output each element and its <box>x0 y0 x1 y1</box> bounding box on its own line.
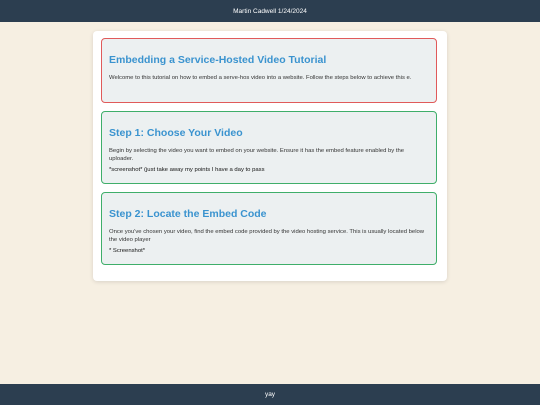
step1-screenshot-note: *screenshot* (just take away my points I have a day to pass <box>109 167 265 173</box>
top-header <box>0 0 540 22</box>
step1-title: Step 1: Choose Your Video <box>109 127 243 139</box>
intro-description: Welcome to this tutorial on how to embed a serve-hos video into a website. Follow the steps below to achieve this e. <box>109 75 412 81</box>
intro-title: Embedding a Service-Hosted Video Tutorial <box>109 54 327 66</box>
step2-description: Once you've chosen your video, find the embed code provided by the video hosting service. This is usually located below the video player <box>109 229 425 243</box>
intro-section <box>101 38 437 103</box>
step1-description: Begin by selecting the video you want to embed on your website. Ensure it has the embed feature enabled by the uploader. <box>109 148 405 162</box>
tutorial-container <box>93 31 447 281</box>
step2-screenshot-note: * Screenshot* <box>109 248 146 254</box>
step2-title: Step 2: Locate the Embed Code <box>109 208 267 220</box>
header-text: Martin Cadwell 1/24/2024 <box>233 7 307 15</box>
footer-text: yay <box>264 391 276 398</box>
footer <box>0 384 540 405</box>
step2-section <box>101 192 437 265</box>
step1-section <box>101 111 437 184</box>
